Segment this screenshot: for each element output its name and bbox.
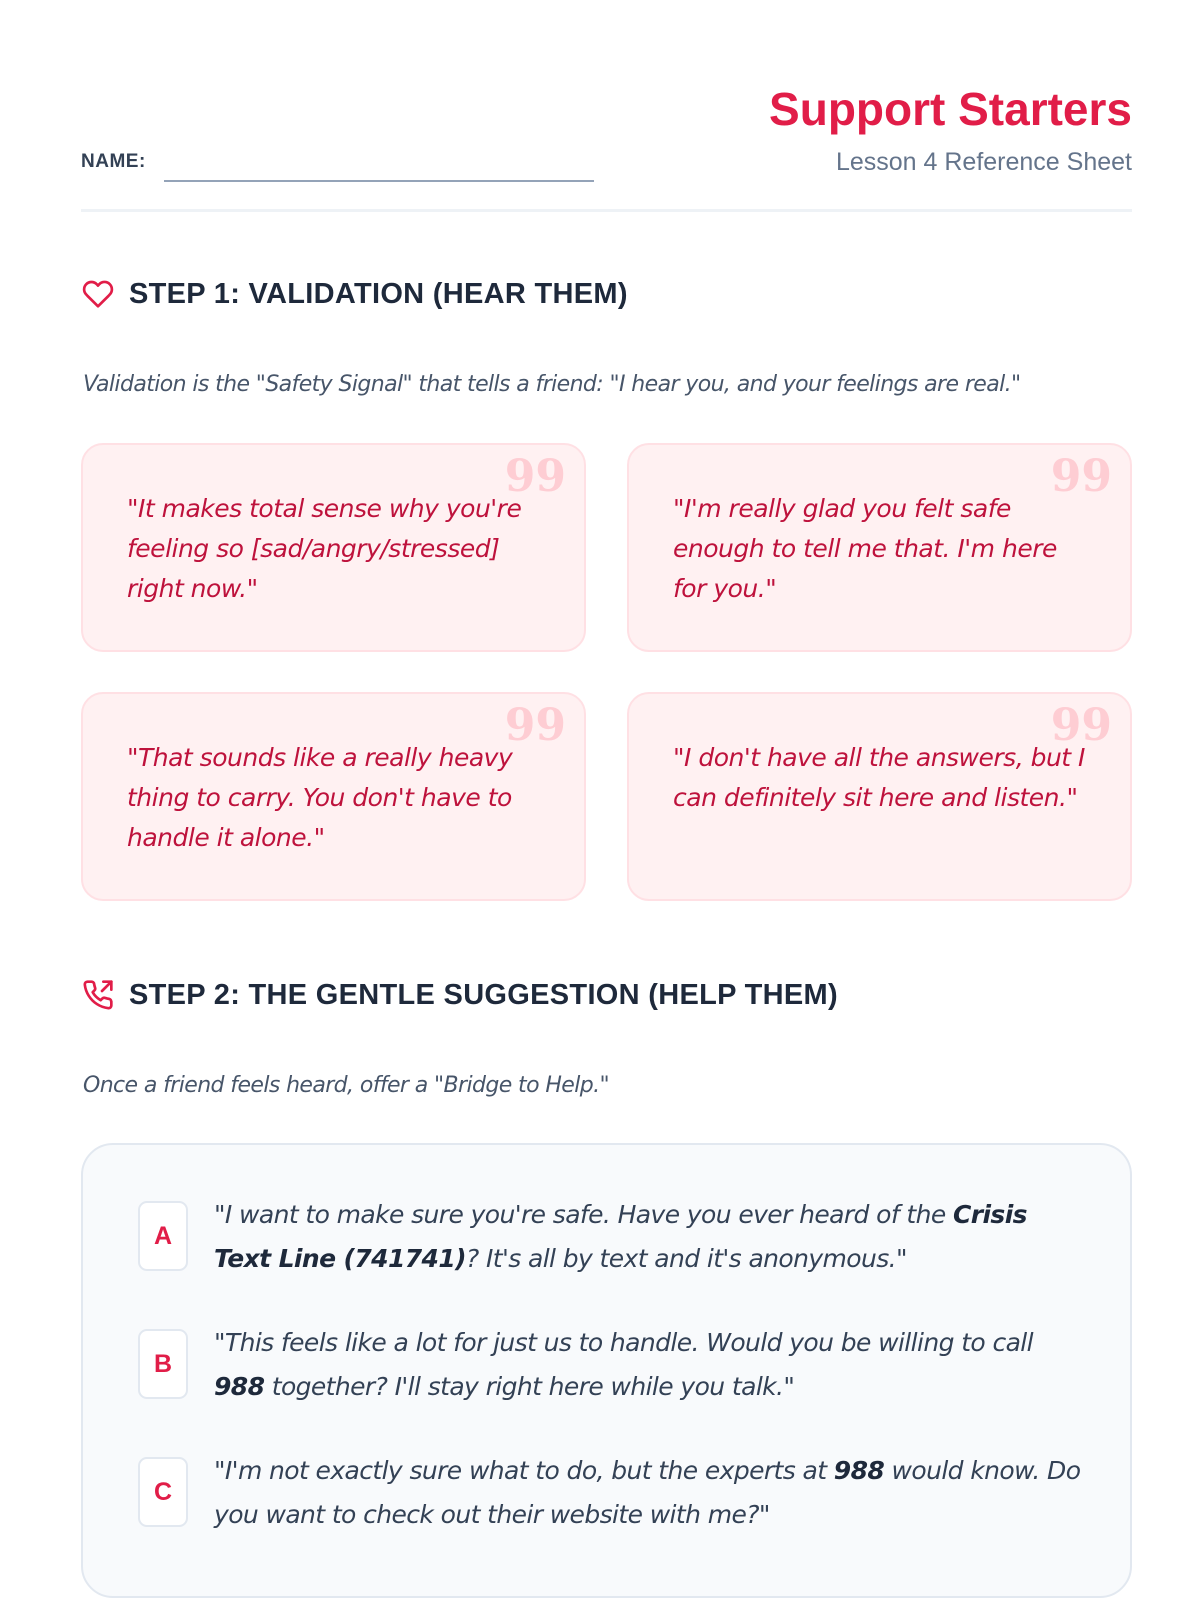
quote-card bbox=[627, 692, 1132, 901]
step1-title: STEP 1: VALIDATION (HEAR THEM) bbox=[129, 277, 628, 310]
page-title: Support Starters bbox=[769, 83, 1132, 135]
suggestion-item bbox=[138, 1201, 1088, 1281]
quote-card bbox=[627, 443, 1132, 652]
quote-mark-icon: 99 bbox=[1050, 451, 1112, 502]
suggestions-box bbox=[81, 1143, 1132, 1598]
option-letter-badge: A bbox=[138, 1201, 188, 1271]
quote-text: "I don't have all the answers, but I can definitely sit here and listen." bbox=[673, 743, 1085, 812]
quote-card bbox=[81, 692, 586, 901]
option-letter-badge: C bbox=[138, 1457, 188, 1527]
step1-intro: Validation is the "Safety Signal" that tells a friend: "I hear you, and your feelings are real." bbox=[83, 372, 1021, 397]
suggestion-item bbox=[138, 1457, 1088, 1537]
quote-mark-icon: 99 bbox=[1050, 700, 1112, 751]
step2-intro: Once a friend feels heard, offer a "Bridge to Help." bbox=[83, 1073, 610, 1098]
quote-mark-icon: 99 bbox=[504, 700, 566, 751]
step2-title: STEP 2: THE GENTLE SUGGESTION (HELP THEM) bbox=[129, 978, 838, 1011]
quote-text: "I'm really glad you felt safe enough to tell me that. I'm here for you." bbox=[673, 494, 1057, 603]
suggestion-item bbox=[138, 1329, 1088, 1409]
quote-text: "That sounds like a really heavy thing to carry. You don't have to handle it alone." bbox=[127, 743, 513, 852]
page-subtitle: Lesson 4 Reference Sheet bbox=[835, 148, 1132, 176]
step2-heading bbox=[81, 978, 838, 1012]
suggestion-text: "I'm not exactly sure what to do, but the experts at 988 would know. Do you want to check out their website with me?" bbox=[214, 1456, 1081, 1529]
option-letter-badge: B bbox=[138, 1329, 188, 1399]
quote-text: "It makes total sense why you're feeling so [sad/angry/stressed] right now." bbox=[127, 494, 522, 603]
heart-icon bbox=[81, 277, 115, 311]
step1-heading bbox=[81, 277, 628, 311]
quote-mark-icon: 99 bbox=[504, 451, 566, 502]
name-field[interactable] bbox=[164, 180, 594, 182]
name-label: NAME: bbox=[81, 151, 146, 172]
suggestion-text: "This feels like a lot for just us to handle. Would you be willing to call 988 together? I'll stay right here while you talk." bbox=[214, 1328, 1034, 1401]
page-header bbox=[81, 80, 1132, 212]
quote-card bbox=[81, 443, 586, 652]
suggestion-text: "I want to make sure you're safe. Have you ever heard of the Crisis Text Line (741741)? It's all by text and it's anonymous." bbox=[214, 1200, 1027, 1273]
phone-outgoing-icon bbox=[81, 978, 115, 1012]
